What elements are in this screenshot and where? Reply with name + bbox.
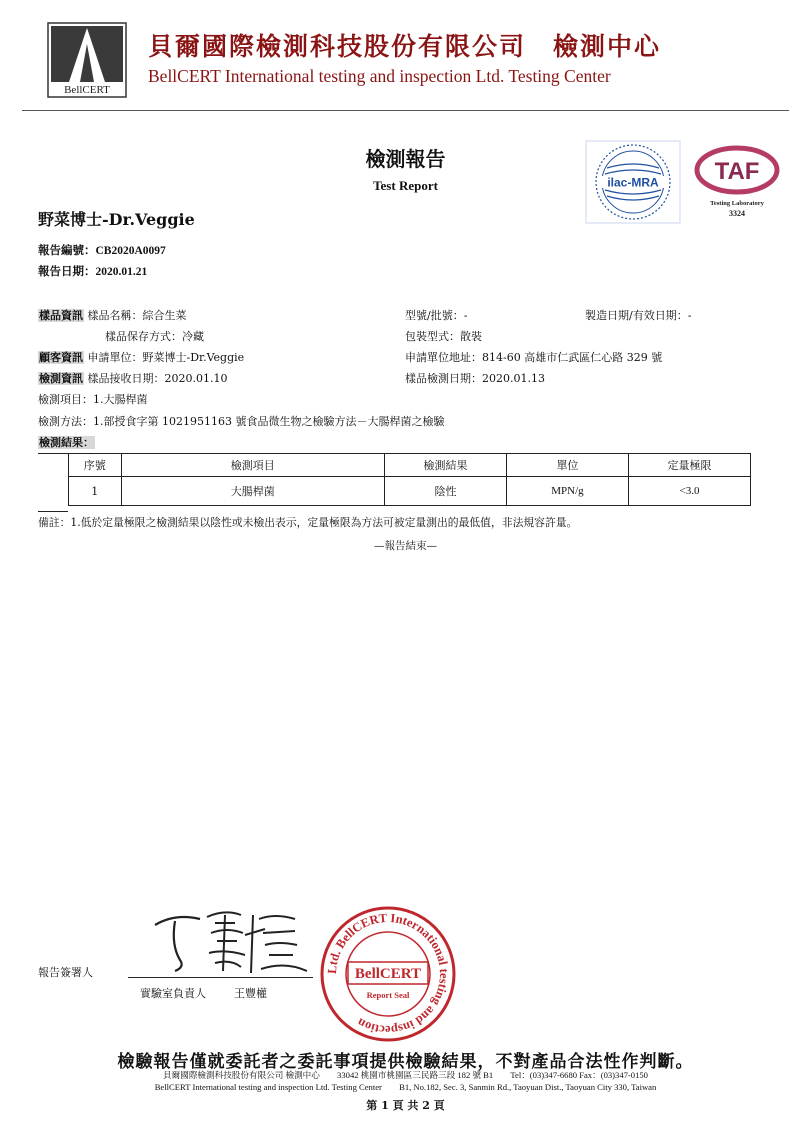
footer-disclaimer: 檢驗報告僅就委託者之委託事項提供檢驗結果，不對產品合法性作判斷。 [117, 1052, 694, 1072]
table-rule-bottom [38, 511, 68, 512]
report-title-zh: 檢測報告 [365, 147, 446, 171]
ilac-text: ilac-MRA [607, 175, 659, 190]
sample-test-date: 樣品檢測日期：2020.01.13 [405, 372, 545, 385]
results-label: 檢測結果： [39, 436, 94, 449]
cell-seq: 1 [69, 477, 122, 506]
table-header-row [69, 454, 751, 477]
remark-note: 備註：1.低於定量極限之檢測結果以陰性或未檢出表示，定量極限為方法可被定量測出的最低值，非法規容許量。 [38, 516, 578, 529]
report-number-value: CB2020A0097 [95, 245, 166, 257]
sample-storage: 樣品保存方式：冷藏 [105, 330, 204, 343]
taf-number: 3324 [729, 209, 745, 218]
col-header: 檢測項目 [121, 454, 384, 477]
report-date-label: 報告日期： [38, 264, 96, 278]
cell-item: 大腸桿菌 [121, 477, 384, 506]
cell-result: 陰性 [385, 477, 507, 506]
col-header: 序號 [69, 454, 122, 477]
sample-model: 型號/批號：- [405, 309, 468, 322]
logo-text: BellCERT [64, 84, 110, 96]
sample-info-row1 [38, 307, 187, 323]
cell-loq: <3.0 [628, 477, 750, 506]
sample-package: 包裝型式：散裝 [405, 330, 482, 343]
end-of-report: —報告結束— [374, 540, 437, 552]
handwritten-signature [145, 905, 315, 980]
signature-line [128, 977, 313, 978]
footer-address-en: BellCERT International testing and inspection Ltd. Testing Center B1, No.182, Sec. 3, Sanmin Rd., Taoyuan Dist., Taoyuan City 330, Taiwan [154, 1082, 657, 1092]
test-info-row [38, 370, 227, 386]
seal-ring-text: Ltd. BellCERT International testing and inspection [324, 910, 452, 1038]
sample-mfg-date: 製造日期/有效日期：- [585, 309, 692, 322]
report-date-value: 2020.01.21 [95, 266, 148, 278]
taf-text: TAF [714, 158, 760, 185]
signatory-name: 王豐權 [234, 987, 267, 1000]
footer-address-zh: 貝爾國際檢測科技股份有限公司 檢測中心 33042 桃園市桃園區三民路三段 182 號 B1 Tel：(03)347-6680 Fax：(03)347-0150 [163, 1070, 648, 1080]
report-seal-stamp [318, 905, 458, 1043]
report-title-en: Test Report [373, 178, 438, 193]
col-header: 單位 [506, 454, 628, 477]
test-item: 檢測項目：1.大腸桿菌 [38, 393, 148, 406]
results-table [68, 453, 751, 506]
client-name: 野菜博士-Dr.Veggie [38, 210, 195, 229]
sample-received-date: 樣品接收日期：2020.01.10 [87, 372, 228, 385]
sample-name: 樣品名稱：綜合生菜 [87, 309, 187, 322]
customer-info-row [38, 349, 244, 365]
test-method: 檢測方法：1.部授食字第 1021951163 號食品微生物之檢驗方法－大腸桿菌之檢驗 [38, 415, 445, 428]
report-number-label: 報告編號： [38, 243, 96, 257]
page-number: 第 1 頁 共 2 頁 [366, 1099, 445, 1112]
report-number [38, 242, 166, 258]
company-name-zh: 貝爾國際檢測科技股份有限公司 檢測中心 [148, 32, 662, 61]
signatory-label: 報告簽署人 [38, 966, 93, 979]
applicant-address: 申請單位地址：814-60 高雄市仁武區仁心路 329 號 [405, 351, 663, 364]
col-header: 檢測結果 [385, 454, 507, 477]
sample-info-label: 樣品資訊 [39, 309, 83, 322]
test-info-label: 檢測資訊 [39, 372, 83, 385]
cell-unit: MPN/g [506, 477, 628, 506]
ilac-mra-logo [585, 140, 681, 224]
taf-caption: Testing Laboratory [710, 200, 764, 207]
applicant: 申請單位：野菜博士-Dr.Veggie [87, 351, 245, 364]
header-divider [22, 110, 789, 111]
signatory-role [140, 985, 267, 1001]
taf-logo [691, 142, 783, 226]
seal-subtitle: Report Seal [366, 990, 410, 1000]
report-date [38, 263, 147, 279]
company-name-en: BellCERT International testing and inspection Ltd. Testing Center [148, 66, 611, 86]
table-row [69, 477, 751, 506]
seal-title: BellCERT [354, 966, 422, 982]
col-header: 定量極限 [628, 454, 750, 477]
signatory-title: 實驗室負責人 [140, 987, 206, 1000]
table-rule-top [38, 453, 68, 454]
customer-info-label: 顧客資訊 [39, 351, 83, 364]
bellcert-logo [47, 22, 127, 98]
